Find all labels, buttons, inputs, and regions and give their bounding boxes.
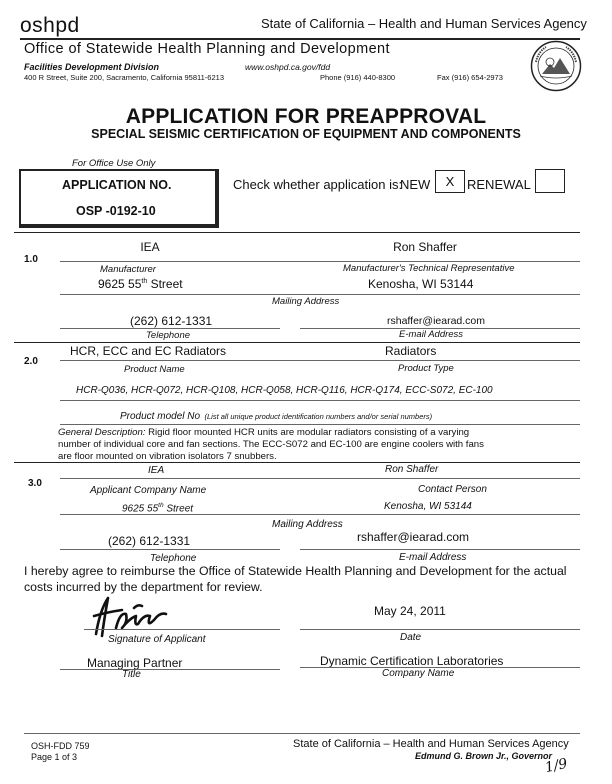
section2-number: 2.0 [24, 356, 38, 367]
section3-phone: (262) 612-1331 [108, 534, 191, 548]
section1-street-sup: th [141, 278, 148, 285]
product-type-label: Product Type [398, 363, 454, 374]
signature-rule [84, 629, 280, 630]
footer-agency: State of California – Health and Human Services Agency [293, 738, 569, 750]
section2-top-rule [14, 342, 580, 343]
rep-label: Manufacturer's Technical Representative [343, 263, 515, 274]
section3-row2-rule [60, 514, 580, 515]
page-number: Page 1 of 3 [31, 752, 78, 762]
section2-model-rule [60, 400, 580, 401]
section3-email-rule [300, 549, 580, 550]
desc-line-3: are floor mounted on vibration isolators 7 snubbers. [58, 451, 277, 462]
website[interactable]: www.oshpd.ca.gov/fdd [245, 62, 331, 72]
section1-email-label: E-mail Address [399, 329, 464, 340]
office-phone: Phone (916) 440-8300 [320, 73, 396, 82]
manufacturer-label: Manufacturer [100, 264, 156, 275]
division-name: Facilities Development Division [24, 62, 160, 72]
model-label: Product model No [120, 411, 201, 422]
new-checkbox[interactable] [435, 170, 465, 193]
section3-city: Kenosha, WI 53144 [384, 501, 472, 512]
section3-street-name: Street [163, 503, 194, 515]
application-no-value: OSP -0192-10 [76, 204, 156, 218]
agreement-line-1: I hereby agree to reimburse the Office of Statewide Health Planning and Development for the actual [24, 564, 567, 578]
section2-desc-top-rule [60, 424, 580, 425]
form-number: OSH-FDD 759 [31, 741, 90, 751]
section1-street-number: 9625 55 [98, 277, 142, 291]
desc-line-2: number of individual core and fan sections. The ECC-S072 and EC-100 are engine coolers with fans [58, 439, 484, 450]
renewal-checkbox[interactable] [535, 169, 565, 193]
section1-row1-rule [60, 261, 580, 262]
signature-label: Signature of Applicant [108, 634, 206, 645]
manufacturer-value: IEA [140, 240, 160, 254]
section3-street [122, 502, 193, 514]
title-rule [60, 669, 280, 670]
company-name-value: Dynamic Certification Laboratories [320, 654, 504, 668]
product-name-label: Product Name [124, 364, 185, 375]
section3-mailing-label: Mailing Address [272, 519, 343, 530]
model-numbers: HCR-Q036, HCR-Q072, HCR-Q108, HCR-Q058, HCR-Q116, HCR-Q174, ECC-S072, EC-100 [76, 385, 493, 396]
contact-value: Ron Shaffer [385, 464, 439, 475]
section3-street-sup: th [158, 502, 164, 509]
desc-label: General Description: [58, 427, 146, 438]
section2-row1-rule [60, 360, 580, 361]
section1-mailing-label: Mailing Address [272, 296, 340, 307]
section1-row2-rule [60, 294, 580, 295]
agreement-line-2: costs incurred by the department for review. [24, 580, 263, 594]
footer-rule [24, 733, 580, 734]
new-label: NEW [400, 177, 431, 192]
title-value: Managing Partner [87, 656, 183, 670]
oshpd-logo: oshpd [20, 14, 80, 37]
footer-governor: Edmund G. Brown Jr., Governor [415, 751, 553, 761]
section3-email: rshaffer@iearad.com [357, 530, 470, 544]
header-rule [20, 38, 580, 40]
section1-phone-label: Telephone [146, 330, 191, 341]
section1-email: rshaffer@iearad.com [387, 315, 486, 327]
section3-number: 3.0 [28, 478, 42, 489]
handwritten-page-mark: 1/9 [543, 755, 569, 777]
section3-email-label: E-mail Address [399, 552, 467, 563]
page-title: APPLICATION FOR PREAPPROVAL [125, 105, 487, 128]
agency-name: State of California – Health and Human Services Agency [261, 16, 587, 31]
application-no-label: APPLICATION NO. [62, 178, 172, 192]
section3-street-number: 9625 55 [122, 503, 159, 515]
office-address: 400 R Street, Suite 200, Sacramento, California 95811-6213 [24, 73, 224, 82]
company-value: IEA [148, 465, 165, 476]
new-checkbox-mark: X [445, 174, 455, 189]
page-subtitle: SPECIAL SEISMIC CERTIFICATION OF EQUIPMENT AND COMPONENTS [91, 127, 521, 141]
rep-value: Ron Shaffer [393, 240, 457, 254]
desc-line-1 [58, 427, 484, 439]
model-note: (List all unique product identification numbers and/or serial numbers) [204, 412, 433, 421]
date-value: May 24, 2011 [374, 604, 446, 618]
general-description [58, 427, 484, 463]
company-label: Applicant Company Name [90, 485, 207, 496]
product-type-value: Radiators [385, 344, 437, 358]
contact-label: Contact Person [418, 484, 487, 495]
section3-phone-label: Telephone [150, 553, 197, 564]
renewal-label: RENEWAL [467, 177, 531, 192]
section2-bottom-rule [14, 462, 580, 463]
section1-top-rule [14, 232, 580, 233]
handwritten-signature-icon [88, 590, 188, 640]
section1-phone-rule [60, 328, 280, 329]
section1-street [98, 277, 183, 291]
office-use-label: For Office Use Only [72, 158, 156, 169]
desc-line-1-text: Rigid floor mounted HCR units are modular radiators consisting of a varying [148, 427, 470, 438]
office-fax: Fax (916) 654-2973 [437, 73, 503, 82]
section3-row1-rule [60, 478, 580, 479]
model-label-row [120, 406, 432, 424]
section1-number: 1.0 [24, 254, 38, 265]
date-rule [300, 629, 580, 630]
section1-street-name: Street [147, 277, 183, 291]
product-name-value: HCR, ECC and EC Radiators [70, 344, 227, 358]
company-name-label: Company Name [382, 668, 455, 679]
state-seal-icon [530, 40, 582, 92]
section3-phone-rule [60, 549, 280, 550]
title-label: Title [122, 669, 141, 680]
office-name: Office of Statewide Health Planning and Development [24, 41, 390, 57]
section1-phone: (262) 612-1331 [130, 314, 213, 328]
application-type-prompt: Check whether application is: [233, 177, 403, 192]
date-label: Date [400, 632, 422, 643]
section1-city: Kenosha, WI 53144 [368, 277, 474, 291]
